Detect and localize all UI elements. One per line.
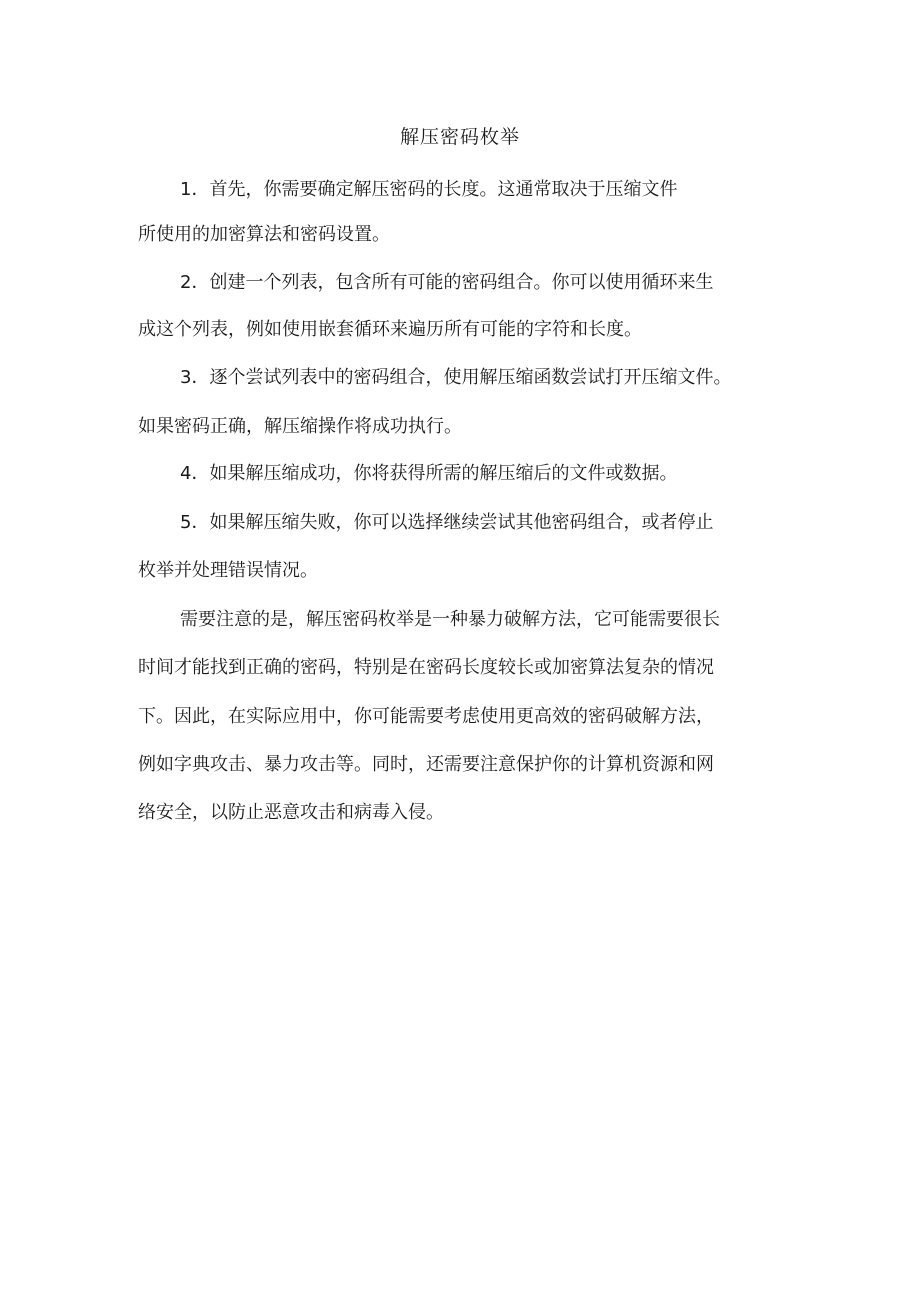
paragraph-5-line-1: 5．如果解压缩失败，你可以选择继续尝试其他密码组合，或者停止: [180, 512, 714, 533]
note-line-4: 例如字典攻击、暴力攻击等。同时，还需要注意保护你的计算机资源和网: [138, 754, 714, 775]
paragraph-5-line-2: 枚举并处理错误情况。: [138, 560, 318, 581]
paragraph-1-line-1: 1．首先，你需要确定解压密码的长度。这通常取决于压缩文件: [180, 179, 678, 200]
paragraph-2-line-2: 成这个列表，例如使用嵌套循环来遍历所有可能的字符和长度。: [138, 319, 642, 340]
note-line-5: 络安全，以防止恶意攻击和病毒入侵。: [138, 802, 444, 823]
paragraph-3-line-1: 3．逐个尝试列表中的密码组合，使用解压缩函数尝试打开压缩文件。: [180, 367, 732, 388]
paragraph-2-line-1: 2．创建一个列表，包含所有可能的密码组合。你可以使用循环来生: [180, 272, 714, 293]
paragraph-3-line-2: 如果密码正确，解压缩操作将成功执行。: [138, 416, 462, 437]
document-title: 解压密码枚举: [399, 126, 520, 148]
note-line-1: 需要注意的是，解压密码枚举是一种暴力破解方法，它可能需要很长: [180, 609, 720, 630]
paragraph-1-line-2: 所使用的加密算法和密码设置。: [138, 224, 390, 245]
note-line-3: 下。因此，在实际应用中，你可能需要考虑使用更高效的密码破解方法，: [138, 706, 714, 727]
note-line-2: 时间才能找到正确的密码，特别是在密码长度较长或加密算法复杂的情况: [138, 657, 714, 678]
paragraph-4-line-1: 4．如果解压缩成功，你将获得所需的解压缩后的文件或数据。: [180, 463, 678, 484]
